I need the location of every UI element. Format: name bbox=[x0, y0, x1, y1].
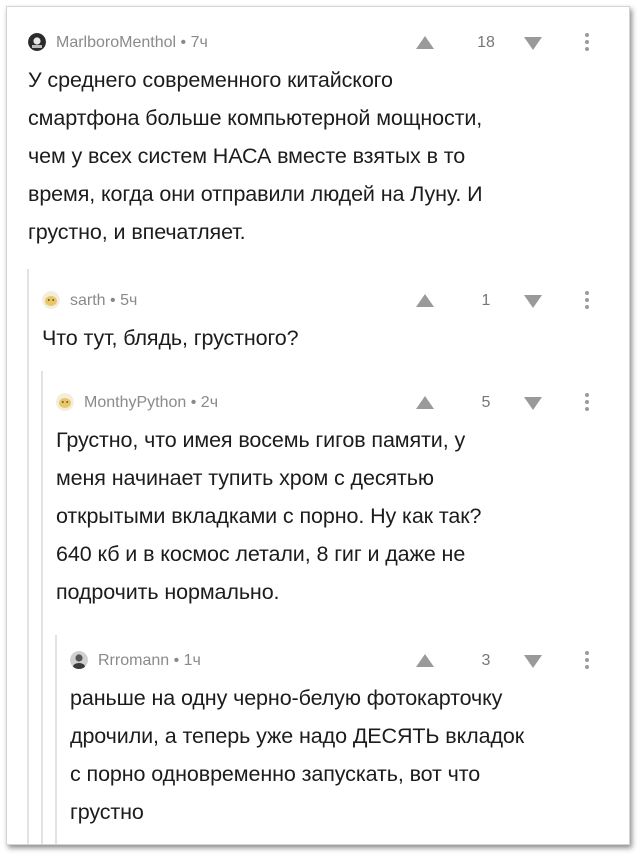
avatar[interactable] bbox=[56, 393, 74, 411]
comment-age: 5ч bbox=[120, 292, 138, 309]
comment-body bbox=[28, 61, 483, 251]
comment-line: Грустно, что имея восемь гигов памяти, у bbox=[56, 428, 466, 452]
comment-header bbox=[28, 29, 608, 55]
comment-meta bbox=[98, 652, 201, 670]
comment-header bbox=[42, 287, 608, 313]
thread-line bbox=[55, 635, 57, 844]
vote-controls bbox=[408, 31, 608, 53]
downvote-icon[interactable] bbox=[524, 295, 542, 308]
upvote-icon[interactable] bbox=[416, 396, 434, 409]
downvote-icon[interactable] bbox=[524, 655, 542, 668]
comment-meta bbox=[84, 394, 218, 412]
comment-body bbox=[42, 319, 299, 357]
vote-score: 5 bbox=[481, 394, 491, 411]
meta-separator: • bbox=[180, 34, 187, 51]
comment-line: Что тут, блядь, грустного? bbox=[42, 326, 299, 350]
more-options-icon[interactable] bbox=[584, 33, 590, 53]
more-options-icon[interactable] bbox=[584, 393, 590, 413]
comment-line: раньше на одну черно-белую фотокарточку bbox=[70, 686, 503, 710]
more-options-icon[interactable] bbox=[584, 651, 590, 671]
comment-age: 1ч bbox=[183, 652, 201, 669]
comment-line: грустно bbox=[70, 800, 144, 824]
meta-separator: • bbox=[110, 292, 116, 309]
comment-line: время, когда они отправили людей на Луну. И bbox=[28, 182, 483, 206]
vote-controls bbox=[408, 391, 608, 413]
downvote-icon[interactable] bbox=[524, 37, 542, 50]
avatar[interactable] bbox=[42, 291, 60, 309]
comment-header bbox=[56, 389, 608, 415]
downvote-icon[interactable] bbox=[524, 397, 542, 410]
meta-separator: • bbox=[173, 652, 180, 669]
comment-line: с порно одновременно запускать, вот что bbox=[70, 762, 481, 786]
comment bbox=[28, 29, 608, 259]
thread-line bbox=[41, 371, 43, 844]
comment-line: 640 кб и в космос летали, 8 гиг и даже не bbox=[56, 542, 466, 566]
upvote-icon[interactable] bbox=[416, 294, 434, 307]
vote-score: 1 bbox=[481, 292, 491, 309]
upvote-icon[interactable] bbox=[416, 36, 434, 49]
vote-controls bbox=[408, 289, 608, 311]
more-options-icon[interactable] bbox=[584, 291, 590, 311]
comment-body bbox=[56, 421, 481, 611]
upvote-icon[interactable] bbox=[416, 654, 434, 667]
comment-line: подрочить нормально. bbox=[56, 580, 280, 604]
comment-line: грустно, и впечатляет. bbox=[28, 220, 246, 244]
comment-meta bbox=[56, 34, 208, 52]
author-name[interactable]: MonthyPython bbox=[84, 394, 187, 411]
comment-thread bbox=[6, 6, 630, 845]
avatar[interactable] bbox=[70, 651, 88, 669]
vote-score: 3 bbox=[481, 652, 491, 669]
thread-line bbox=[27, 269, 29, 844]
author-name[interactable]: Rrromann bbox=[98, 652, 170, 669]
comment-line: дрочили, а теперь уже надо ДЕСЯТЬ вкладок bbox=[70, 724, 525, 748]
comment-age: 2ч bbox=[200, 394, 219, 411]
comment-line: чем у всех систем НАСА вместе взятых в то bbox=[28, 144, 466, 168]
avatar[interactable] bbox=[28, 33, 46, 51]
vote-controls bbox=[408, 649, 608, 671]
comment-age: 7ч bbox=[190, 34, 208, 51]
author-name[interactable]: MarlboroMenthol bbox=[56, 34, 177, 51]
comment-line: смартфона больше компьютерной мощности, bbox=[28, 106, 483, 130]
author-name[interactable]: sarth bbox=[70, 292, 106, 309]
vote-score: 18 bbox=[477, 34, 495, 51]
comment-body bbox=[70, 679, 524, 831]
comment-meta bbox=[70, 292, 137, 310]
comment bbox=[42, 287, 608, 367]
comment-line: меня начинает тупить хром с десятью bbox=[56, 466, 434, 490]
meta-separator: • bbox=[190, 394, 197, 411]
comment-line: У среднего современного китайского bbox=[28, 68, 393, 92]
comment bbox=[56, 389, 608, 619]
comment-line: открытыми вкладками с порно. Ну как так? bbox=[56, 504, 482, 528]
comment-header bbox=[70, 647, 608, 673]
comment bbox=[70, 647, 608, 837]
